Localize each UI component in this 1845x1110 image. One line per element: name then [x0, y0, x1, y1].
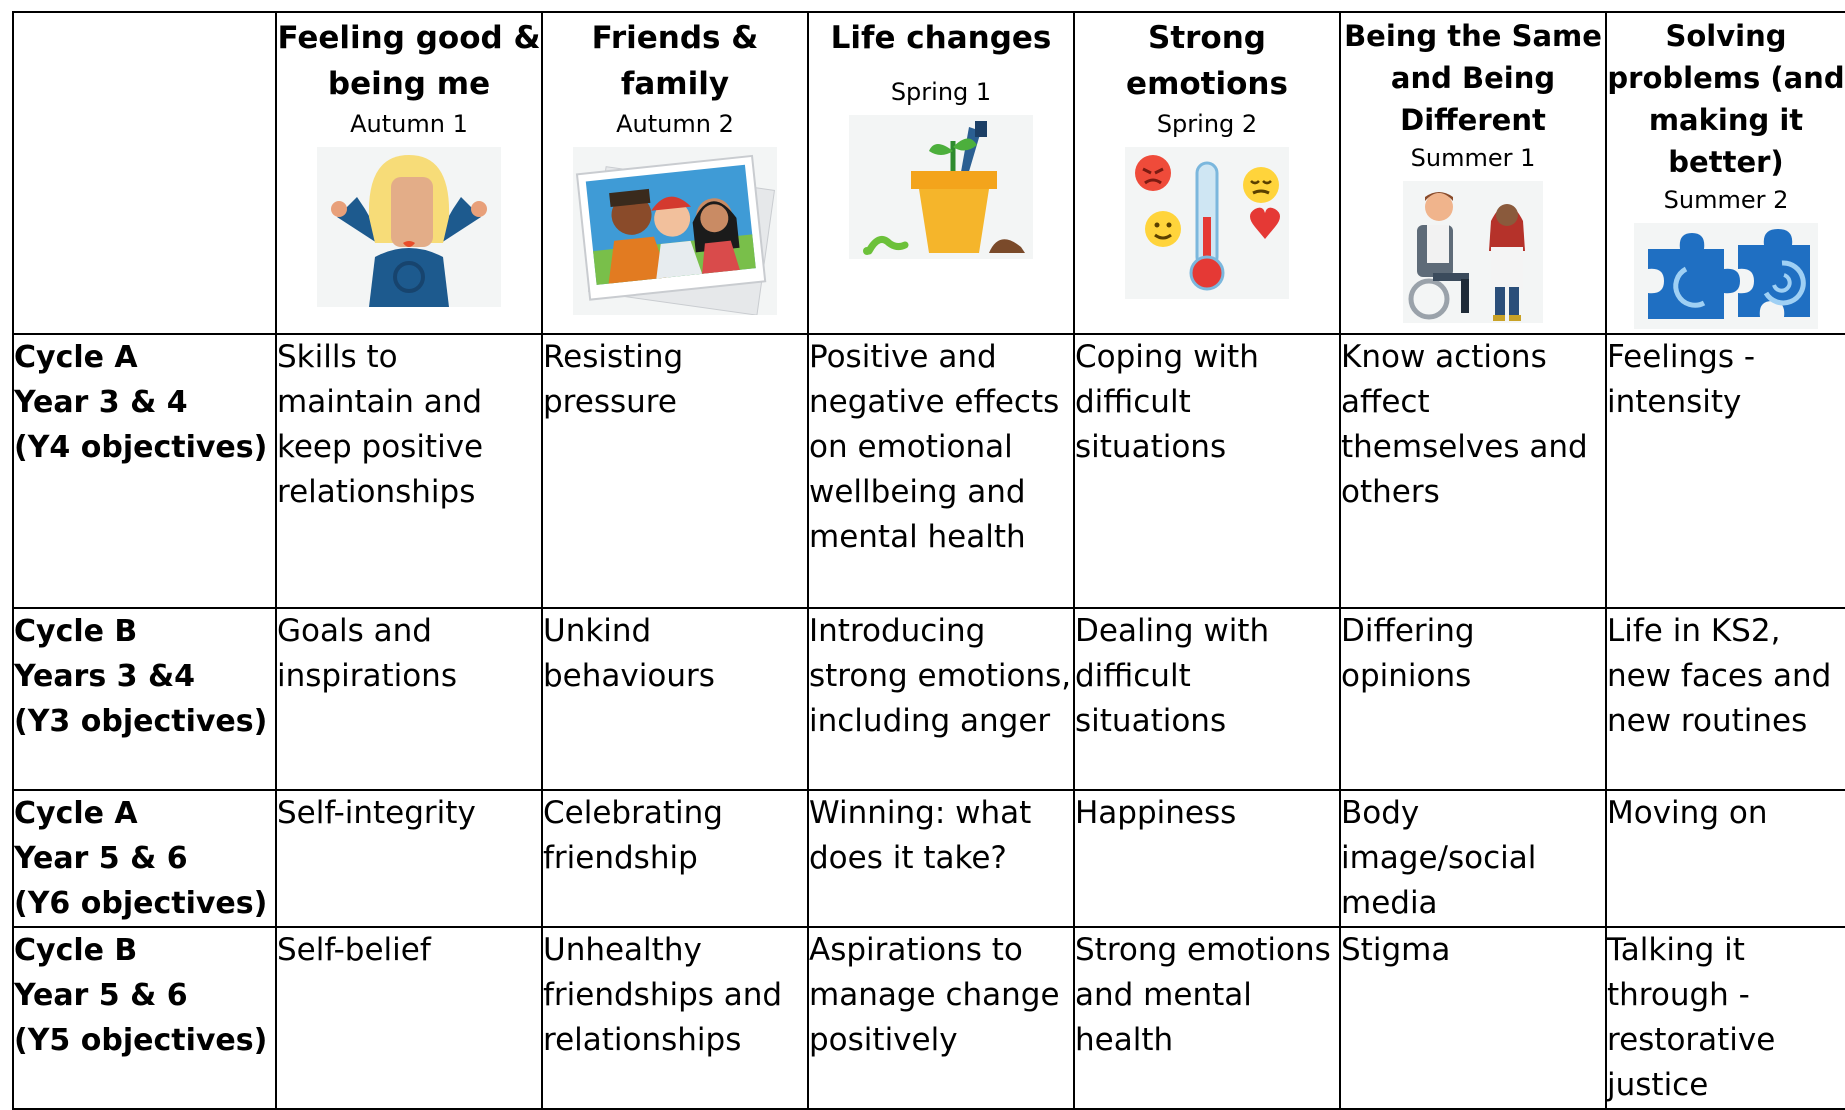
table-cell: Self-belief	[276, 927, 542, 1109]
column-term: Autumn 2	[616, 110, 734, 138]
table-cell: Resisting pressure	[542, 334, 808, 608]
column-term: Spring 1	[890, 78, 992, 106]
table-cell: Know actions affect themselves and others	[1340, 334, 1606, 608]
column-title: Strong emotions	[1126, 20, 1288, 102]
column-header	[1340, 12, 1606, 334]
seedling-pot-icon	[809, 115, 1073, 259]
table-cell: Aspirations to manage change positively	[808, 927, 1074, 1109]
table-row	[13, 790, 1845, 927]
table-cell: Self-integrity	[276, 790, 542, 927]
puzzle-pieces-icon	[1607, 223, 1845, 329]
column-header	[542, 12, 808, 334]
column-title: Feeling good & being me	[277, 20, 541, 102]
table-cell: Body image/social media	[1340, 790, 1606, 927]
table-cell: Moving on	[1606, 790, 1845, 927]
diverse-people-icon	[1341, 181, 1605, 323]
table-cell: Differing opinions	[1340, 608, 1606, 790]
person-arms-raised-icon	[277, 147, 541, 307]
table-cell: Introducing strong emotions, including anger	[808, 608, 1074, 790]
column-header	[1074, 12, 1340, 334]
row-label: Cycle B Years 3 &4 (Y3 objectives)	[13, 608, 276, 790]
table-cell: Skills to maintain and keep positive relationships	[276, 334, 542, 608]
corner-cell	[13, 12, 276, 334]
table-cell: Coping with difficult situations	[1074, 334, 1340, 608]
column-header	[276, 12, 542, 334]
table-cell: Stigma	[1340, 927, 1606, 1109]
thermometer-emotions-icon	[1075, 147, 1339, 299]
table-cell: Positive and negative effects on emotional wellbeing and mental health	[808, 334, 1074, 608]
table-cell: Celebrating friendship	[542, 790, 808, 927]
column-header	[1606, 12, 1845, 334]
column-header	[808, 12, 1074, 334]
column-term: Autumn 1	[350, 110, 468, 138]
column-title: Life changes	[830, 20, 1052, 56]
table-cell: Talking it through - restorative justice	[1606, 927, 1845, 1109]
table-row	[13, 334, 1845, 608]
table-cell: Life in KS2, new faces and new routines	[1606, 608, 1845, 790]
table-cell: Goals and inspirations	[276, 608, 542, 790]
column-term: Summer 1	[1410, 144, 1536, 172]
curriculum-table	[12, 11, 1845, 1110]
table-cell: Strong emotions and mental health	[1074, 927, 1340, 1109]
column-title: Friends & family	[591, 20, 759, 102]
column-term: Spring 2	[1156, 110, 1258, 138]
table-row	[13, 608, 1845, 790]
header-row	[13, 12, 1845, 334]
table-cell: Feelings - intensity	[1606, 334, 1845, 608]
table-cell: Unhealthy friendships and relationships	[542, 927, 808, 1109]
table-cell: Unkind behaviours	[542, 608, 808, 790]
table-cell: Dealing with difficult situations	[1074, 608, 1340, 790]
table-cell: Happiness	[1074, 790, 1340, 927]
table-row	[13, 927, 1845, 1109]
column-title: Being the Same and Being Different	[1344, 19, 1602, 137]
table-cell: Winning: what does it take?	[808, 790, 1074, 927]
row-label: Cycle A Year 3 & 4 (Y4 objectives)	[13, 334, 276, 608]
row-label: Cycle B Year 5 & 6 (Y5 objectives)	[13, 927, 276, 1109]
column-title: Solving problems (and making it better)	[1607, 19, 1845, 179]
row-label: Cycle A Year 5 & 6 (Y6 objectives)	[13, 790, 276, 927]
family-photo-icon	[543, 147, 807, 315]
column-term: Summer 2	[1663, 186, 1789, 214]
